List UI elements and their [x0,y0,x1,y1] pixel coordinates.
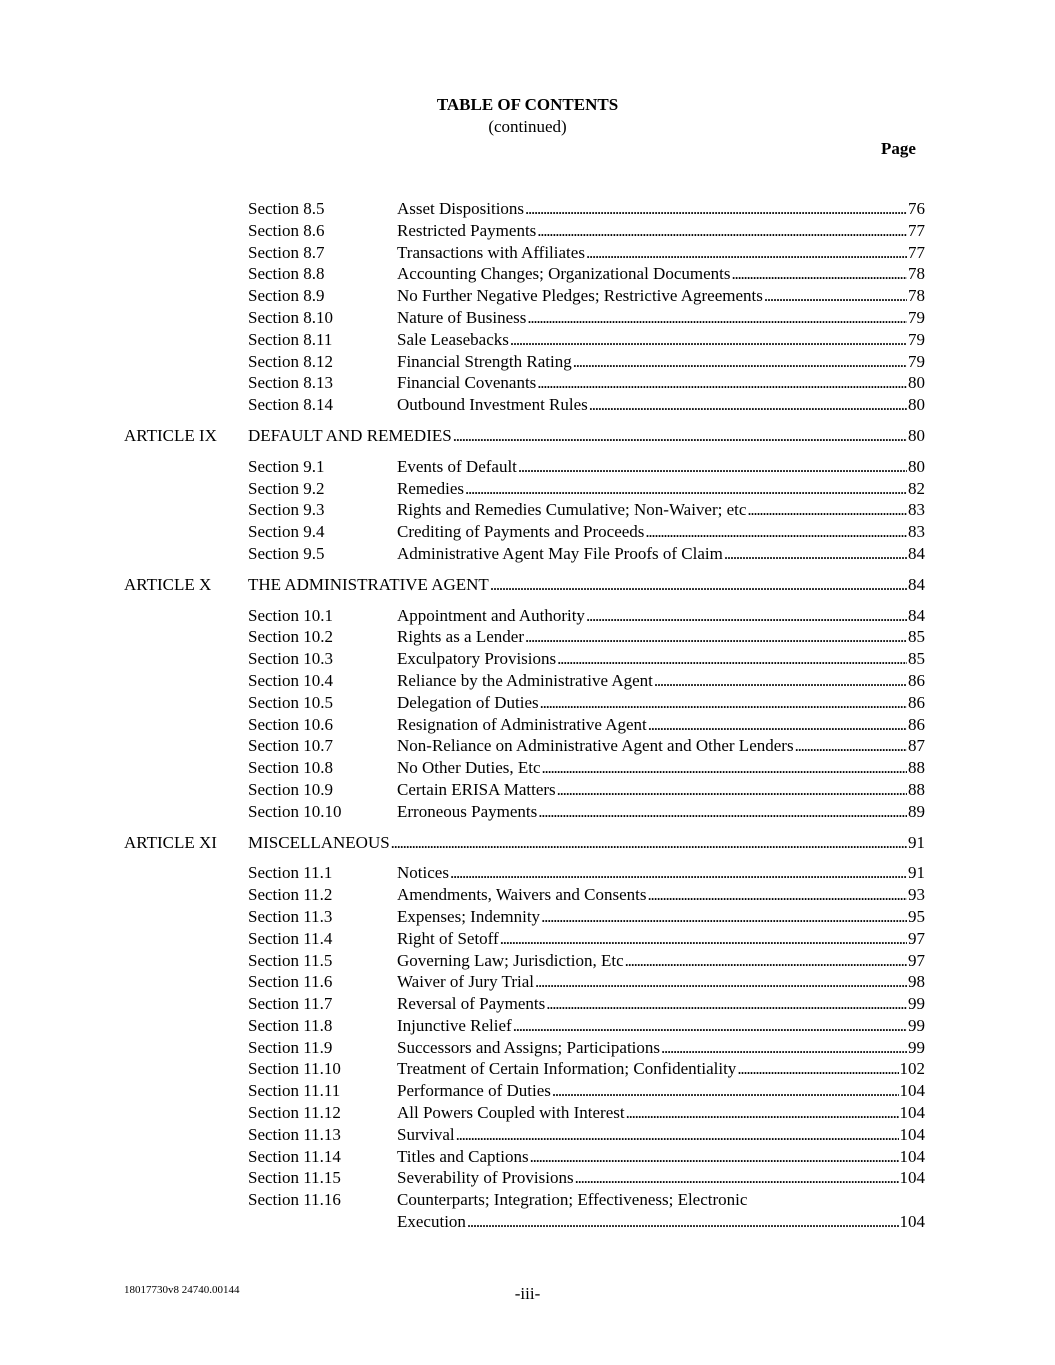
dot-leader [391,832,907,854]
toc-entry-page: 86 [908,714,925,734]
dot-leader [645,521,907,543]
toc-entry-number: Section 11.10 [248,1059,341,1079]
dot-leader [575,1167,899,1189]
toc-entry-number: Section 8.9 [248,286,325,306]
toc-entry [397,993,925,1015]
toc-entry-page: 83 [908,500,925,520]
toc-entry-title: THE ADMINISTRATIVE AGENT [248,574,489,594]
toc-section-row[interactable] [124,543,925,565]
toc-entry-title: Restricted Payments [397,220,537,240]
dot-leader [648,714,907,736]
toc-entry-page: 89 [908,801,925,821]
dot-leader [589,394,907,416]
toc-section-row[interactable] [124,1015,925,1037]
toc-entry-page: 78 [908,264,925,284]
toc-entry-number: Section 8.10 [248,307,333,327]
toc-entry-page: 77 [908,220,925,240]
toc-entry [397,928,925,950]
toc-entry-number: Section 10.6 [248,714,333,734]
toc-entry [397,971,925,993]
toc-entry [397,1167,925,1189]
toc-entry-title: Counterparts; Integration; Effectiveness; Electronic [397,1190,748,1210]
toc-entry-page: 79 [908,329,925,349]
toc-section-row[interactable] [124,263,925,285]
dot-leader [737,1058,898,1080]
dot-leader [731,263,907,285]
toc-entry-title: Execution [397,1212,466,1232]
page-column-label: Page [881,139,916,158]
toc-entry [397,1211,925,1233]
toc-title: TABLE OF CONTENTS [436,95,619,114]
toc-entry-page: 104 [899,1103,925,1123]
toc-section-row[interactable] [124,478,925,500]
page-number: -iii- [514,1284,541,1303]
toc-entry-number: Section 11.12 [248,1103,341,1123]
toc-section-row[interactable] [124,757,925,779]
toc-entry [397,714,925,736]
toc-entry-page: 99 [908,1015,925,1035]
toc-entry-title: Right of Setoff [397,928,499,948]
toc-entry-number: Section 11.4 [248,928,333,948]
toc-entry [397,1058,925,1080]
dot-leader [552,1080,899,1102]
toc-entry [397,499,925,521]
toc-section-row[interactable] [124,626,925,648]
dot-leader [513,1015,907,1037]
toc-entry-title: Asset Dispositions [397,199,525,218]
toc-entry-page: 78 [908,286,925,306]
toc-entry-title: Titles and Captions [397,1146,529,1166]
toc-entry-title: Waiver of Jury Trial [397,972,534,992]
toc-section-row[interactable] [124,394,925,416]
toc-entry-title: Nature of Business [397,307,527,327]
toc-entry [397,1080,925,1102]
toc-entry-title: Governing Law; Jurisdiction, Etc [397,950,624,970]
dot-leader [586,242,907,264]
toc-section-row[interactable] [124,884,925,906]
toc-entry-number: Section 10.7 [248,736,333,756]
dot-leader [764,285,907,307]
toc-section-row[interactable] [124,714,925,736]
toc-entry-number: Section 11.1 [248,863,333,883]
toc-entry-number: Section 9.1 [248,456,325,476]
toc-entry-page: 98 [908,972,925,992]
toc-entry-number: Section 11.16 [248,1190,341,1210]
dot-leader [542,757,907,779]
toc-entry-page: 104 [899,1124,925,1144]
toc-section-row[interactable] [124,1058,925,1080]
toc-entry-number: ARTICLE X [124,574,212,594]
dot-leader [541,906,907,928]
toc-entry-number: Section 8.5 [248,199,325,218]
toc-entry-page: 84 [908,605,925,625]
document-id: 18017730v8 24740.00144 [124,1284,240,1296]
toc-entry-title: Outbound Investment Rules [397,395,588,415]
dot-leader [724,543,907,565]
toc-entry [397,1146,925,1168]
toc-entry-title: Appointment and Authority [397,605,585,625]
toc-entry-page: 79 [908,351,925,371]
toc-entry-title: Amendments, Waivers and Consents [397,885,647,905]
toc-entry-number: Section 10.9 [248,779,333,799]
toc-entry-title: Financial Strength Rating [397,351,572,371]
toc-entry-number: Section 10.4 [248,670,333,690]
toc-entry-number: Section 8.13 [248,373,333,393]
dot-leader [648,884,907,906]
toc-entry-number: Section 8.12 [248,351,333,371]
toc-entry [397,950,925,972]
toc-entry-title: Injunctive Relief [397,1015,512,1035]
toc-section-row[interactable] [124,456,925,478]
toc-section-row[interactable] [124,351,925,373]
toc-entry-title: Successors and Assigns; Participations [397,1037,661,1057]
toc-section-row[interactable] [124,801,925,823]
toc-section-row[interactable] [124,928,925,950]
toc-section-row[interactable] [124,950,925,972]
toc-article-row[interactable] [124,832,925,854]
toc-entry-page: 99 [908,994,925,1014]
toc-section-row[interactable] [124,993,925,1015]
toc-entry-title: Rights and Remedies Cumulative; Non-Waiver; etc [397,500,747,520]
dot-leader [557,648,907,670]
toc-entry-page: 86 [908,670,925,690]
toc-entry-number: Section 8.14 [248,395,333,415]
toc-entry-page: 104 [899,1146,925,1166]
toc-entry [397,351,925,373]
toc-entry-page: 104 [899,1081,925,1101]
toc-entry [397,242,925,264]
toc-list [124,198,925,1233]
toc-entry [397,456,925,478]
toc-entry-number: Section 11.3 [248,906,333,926]
dot-leader [586,605,907,627]
toc-entry-page: 79 [908,307,925,327]
dot-leader [490,574,907,596]
toc-article-row[interactable] [124,425,925,447]
toc-entry-page: 80 [908,425,925,445]
toc-entry-number: Section 11.7 [248,994,333,1014]
dot-leader [525,198,907,220]
toc-section-row[interactable] [124,862,925,884]
toc-entry [397,801,925,823]
toc-section-row[interactable] [124,521,925,543]
toc-entry [248,832,925,854]
toc-entry-page: 95 [908,906,925,926]
toc-entry [397,757,925,779]
toc-entry [397,478,925,500]
toc-section-row[interactable] [124,285,925,307]
toc-entry-page: 84 [908,543,925,563]
toc-entry [397,220,925,242]
toc-entry-page: 97 [908,950,925,970]
toc-entry [397,735,925,757]
toc-section-row[interactable] [124,692,925,714]
dot-leader [795,735,907,757]
toc-section-row[interactable] [124,1080,925,1102]
dot-leader [527,307,907,329]
toc-section-row[interactable] [124,605,925,627]
dot-leader [557,779,907,801]
toc-entry-number: Section 8.6 [248,220,325,240]
toc-entry-number: Section 11.5 [248,950,333,970]
toc-entry [397,1015,925,1037]
toc-section-row[interactable] [124,1037,925,1059]
toc-entry [397,329,925,351]
toc-entry-title: MISCELLANEOUS [248,832,390,852]
toc-entry [397,394,925,416]
toc-entry-page: 80 [908,373,925,393]
toc-entry-page: 87 [908,736,925,756]
toc-entry-number: Section 10.3 [248,649,333,669]
toc-entry-title: Administrative Agent May File Proofs of Claim [397,543,723,563]
toc-entry-title: All Powers Coupled with Interest [397,1103,625,1123]
toc-entry-page: 88 [908,758,925,778]
toc-section-row[interactable] [124,1102,925,1124]
toc-entry [397,285,925,307]
toc-entry [397,884,925,906]
toc-entry-number: Section 11.13 [248,1124,341,1144]
toc-article-row[interactable] [124,574,925,596]
toc-entry [397,1037,925,1059]
toc-section-row[interactable] [124,242,925,264]
toc-entry-number: Section 11.11 [248,1081,341,1101]
toc-entry-title: Resignation of Administrative Agent [397,714,647,734]
dot-leader [456,1124,899,1146]
dot-leader [626,1102,899,1124]
toc-section-row[interactable] [124,735,925,757]
dot-leader [453,425,907,447]
toc-entry-title: Reversal of Payments [397,994,546,1014]
toc-section-row[interactable] [124,307,925,329]
dot-leader [530,1146,899,1168]
toc-entry-page: 97 [908,928,925,948]
toc-entry-number: Section 9.4 [248,522,325,542]
dot-leader [573,351,907,373]
dot-leader [525,626,907,648]
dot-leader [546,993,907,1015]
toc-entry [397,521,925,543]
dot-leader [747,499,907,521]
toc-entry-page: 93 [908,885,925,905]
dot-leader [510,329,907,351]
toc-entry [397,543,925,565]
toc-entry-page: 86 [908,692,925,712]
toc-entry-page: 77 [908,242,925,262]
toc-entry-title: Accounting Changes; Organizational Documents [397,264,731,284]
dot-leader [537,372,907,394]
toc-section-row[interactable] [124,1211,925,1233]
toc-entry [397,779,925,801]
dot-leader [518,456,907,478]
dot-leader [465,478,907,500]
toc-entry-title: Delegation of Duties [397,692,539,712]
toc-entry-page: 84 [908,574,925,594]
dot-leader [467,1211,899,1233]
toc-entry-page: 82 [908,478,925,498]
toc-entry-page: 88 [908,779,925,799]
toc-entry [397,670,925,692]
toc-entry-title: Treatment of Certain Information; Confidentiality [397,1059,737,1079]
toc-entry [397,862,925,884]
toc-entry-title: No Further Negative Pledges; Restrictive Agreements [397,286,763,306]
toc-entry-title: Events of Default [397,456,517,476]
toc-entry-title: Performance of Duties [397,1081,551,1101]
toc-section-row[interactable] [124,906,925,928]
toc-entry-title: Crediting of Payments and Proceeds [397,522,645,542]
toc-section-row[interactable] [124,971,925,993]
toc-entry-title: No Other Duties, Etc [397,758,541,778]
toc-section-row[interactable] [124,1189,925,1211]
toc-entry-title: Transactions with Affiliates [397,242,585,262]
dot-leader [540,692,907,714]
toc-entry [397,626,925,648]
toc-entry-page: 83 [908,522,925,542]
dot-leader [654,670,907,692]
toc-section-row[interactable] [124,372,925,394]
toc-entry-number: Section 10.2 [248,627,333,647]
toc-entry-number: ARTICLE IX [124,425,217,445]
dot-leader [625,950,907,972]
toc-entry [248,425,925,447]
toc-entry-title: DEFAULT AND REMEDIES [248,425,452,445]
dot-leader [537,220,907,242]
toc-entry-page: 91 [908,832,925,852]
dot-leader [661,1037,907,1059]
toc-entry-page: 76 [908,199,925,218]
toc-section-row[interactable] [124,1167,925,1189]
toc-entry-number: Section 11.6 [248,972,333,992]
toc-entry-page: 85 [908,627,925,647]
toc-entry-number: Section 11.15 [248,1168,341,1188]
toc-entry-number: Section 11.14 [248,1146,341,1166]
toc-entry-number: Section 11.2 [248,885,333,905]
toc-entry [397,263,925,285]
toc-entry-number: Section 9.3 [248,500,325,520]
toc-entry-page: 102 [899,1059,925,1079]
toc-entry-page: 104 [899,1212,925,1232]
toc-entry-title: Rights as a Lender [397,627,524,647]
toc-entry-number: Section 8.8 [248,264,325,284]
toc-entry-title: Remedies [397,478,465,498]
toc-entry-number: Section 10.8 [248,758,333,778]
toc-entry [397,198,925,220]
toc-entry-page: 99 [908,1037,925,1057]
toc-entry-number: Section 9.2 [248,478,325,498]
toc-entry [248,574,925,596]
toc-entry [397,692,925,714]
toc-entry-page: 104 [899,1168,925,1188]
toc-entry-number: Section 10.10 [248,801,342,821]
toc-entry-number: Section 8.7 [248,242,325,262]
toc-entry-title: Certain ERISA Matters [397,779,556,799]
toc-section-row[interactable] [124,198,925,220]
toc-entry [397,307,925,329]
toc-entry-title: Non-Reliance on Administrative Agent and Other Lenders [397,736,794,756]
toc-entry [397,1102,925,1124]
toc-section-row[interactable] [124,1146,925,1168]
toc-entry [397,605,925,627]
toc-section-row[interactable] [124,329,925,351]
toc-entry-number: Section 9.5 [248,543,325,563]
toc-entry-title: Erroneous Payments [397,801,538,821]
toc-entry-page: 80 [908,395,925,415]
toc-entry-number: Section 11.9 [248,1037,333,1057]
toc-entry-number: Section 8.11 [248,329,333,349]
dot-leader [535,971,907,993]
toc-entry-number: Section 10.5 [248,692,333,712]
toc-section-row[interactable] [124,220,925,242]
toc-section-row[interactable] [124,648,925,670]
toc-entry-title: Exculpatory Provisions [397,649,557,669]
dot-leader [450,862,907,884]
toc-entry-title: Financial Covenants [397,373,537,393]
toc-entry-number: ARTICLE XI [124,832,217,852]
toc-section-row[interactable] [124,1124,925,1146]
toc-entry-title: Notices [397,863,449,883]
toc-entry-page: 85 [908,649,925,669]
toc-entry-title: Survival [397,1124,455,1144]
toc-section-row[interactable] [124,670,925,692]
toc-entry [397,372,925,394]
toc-entry-title: Reliance by the Administrative Agent [397,670,653,690]
toc-entry [397,648,925,670]
toc-entry-title: Severability of Provisions [397,1168,574,1188]
toc-entry [397,906,925,928]
toc-entry [397,1189,925,1211]
toc-entry-number: Section 11.8 [248,1015,333,1035]
toc-subtitle: (continued) [488,117,567,136]
dot-leader [538,801,907,823]
toc-entry-title: Expenses; Indemnity [397,906,541,926]
toc-section-row[interactable] [124,499,925,521]
toc-entry-page: 80 [908,456,925,476]
toc-entry-title: Sale Leasebacks [397,329,509,349]
toc-entry-number: Section 10.1 [248,605,333,625]
toc-entry-page: 91 [908,863,925,883]
toc-section-row[interactable] [124,779,925,801]
dot-leader [500,928,907,950]
toc-entry [397,1124,925,1146]
